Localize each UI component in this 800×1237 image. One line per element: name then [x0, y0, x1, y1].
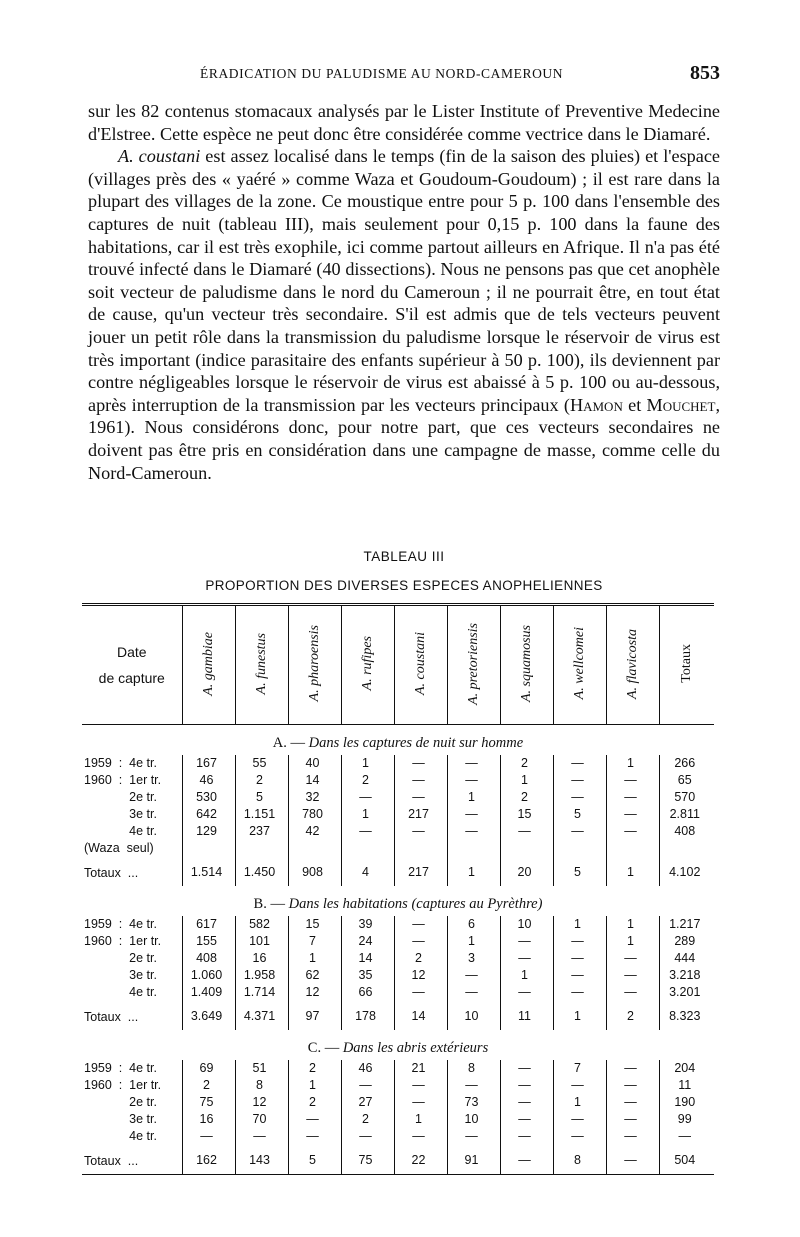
table-cell: 8: [235, 1077, 288, 1094]
table-cell: [447, 840, 500, 857]
table-cell: —: [553, 984, 606, 1001]
col-header-gambiae: [182, 605, 235, 725]
table-cell: —: [500, 1128, 553, 1145]
table-cell: 51: [235, 1060, 288, 1077]
citation-author-mouchet: Mouchet: [646, 394, 716, 415]
col-header-totaux: [659, 605, 714, 725]
table-cell: —: [341, 823, 394, 840]
table-cell: 266: [659, 755, 714, 772]
col-header-label: A. gambiae: [200, 631, 216, 696]
row-label: 3e tr.: [84, 1112, 157, 1126]
table-cell: 2: [288, 1060, 341, 1077]
row-label: 2e tr.: [84, 1095, 157, 1109]
table-cell: [341, 840, 394, 857]
table-cell: 99: [659, 1111, 714, 1128]
table-cell: —: [606, 950, 659, 967]
table-cell: —: [394, 755, 447, 772]
table-cell: 24: [341, 933, 394, 950]
table-cell: 5: [553, 857, 606, 886]
table-cell: —: [288, 1111, 341, 1128]
col-header-label: A. wellcomei: [571, 627, 587, 700]
table-cell: 1: [553, 916, 606, 933]
table-cell: 2: [182, 1077, 235, 1094]
table-row: [82, 916, 714, 933]
table-cell: 2: [606, 1001, 659, 1030]
total-label: Totaux ...: [82, 1145, 182, 1175]
row-label: 2e tr.: [84, 790, 157, 804]
table-cell: —: [553, 967, 606, 984]
table-cell: [659, 840, 714, 857]
table-cell: 12: [288, 984, 341, 1001]
table-row: [82, 1077, 714, 1094]
table-cell: 46: [182, 772, 235, 789]
section-heading-row: [82, 1030, 714, 1060]
table-cell: 908: [288, 857, 341, 886]
table-cell: —: [341, 1128, 394, 1145]
table-row: [82, 950, 714, 967]
table-cell: 1: [447, 933, 500, 950]
table-cell: 1: [553, 1001, 606, 1030]
table-cell: —: [341, 1077, 394, 1094]
table-cell: 143: [235, 1145, 288, 1175]
table-cell: 66: [341, 984, 394, 1001]
table-cell: 35: [341, 967, 394, 984]
table-cell: 1.151: [235, 806, 288, 823]
row-label: 1959 : 4e tr.: [84, 917, 157, 931]
table-cell: 1: [288, 950, 341, 967]
table-cell: —: [606, 772, 659, 789]
section-title: Dans les habitations (captures au Pyrèthre): [288, 896, 543, 912]
col-header-label: A. flavicosta: [624, 628, 640, 699]
table-row: [82, 984, 714, 1001]
table-cell: 10: [447, 1111, 500, 1128]
table-cell: 5: [553, 806, 606, 823]
col-header-wellcomei: [553, 605, 606, 725]
table-cell: 10: [447, 1001, 500, 1030]
table-cell: —: [606, 1094, 659, 1111]
date-header-line-1: Date: [116, 644, 147, 660]
table-cell: 4.102: [659, 857, 714, 886]
table-cell: 2: [500, 755, 553, 772]
table-cell: —: [394, 1077, 447, 1094]
section-heading: [82, 725, 714, 756]
table-cell: —: [394, 789, 447, 806]
table-cell: 444: [659, 950, 714, 967]
table-cell: —: [394, 772, 447, 789]
paragraph-2: [88, 145, 720, 484]
table-cell: 3.201: [659, 984, 714, 1001]
table-cell: 2: [394, 950, 447, 967]
table-cell: [500, 840, 553, 857]
table-row: [82, 1060, 714, 1077]
table-cell: 1: [500, 772, 553, 789]
table-cell: 101: [235, 933, 288, 950]
table-cell: 21: [394, 1060, 447, 1077]
col-header-rufipes: [341, 605, 394, 725]
table-cell: 1: [447, 789, 500, 806]
table-cell: 16: [235, 950, 288, 967]
table-cell: 1.958: [235, 967, 288, 984]
body-text: [88, 100, 720, 484]
table-cell: 504: [659, 1145, 714, 1175]
table-cell: —: [659, 1128, 714, 1145]
table-cell: —: [606, 967, 659, 984]
table-cell: 69: [182, 1060, 235, 1077]
table-cell: —: [447, 1077, 500, 1094]
table-cell: 2: [341, 772, 394, 789]
table-cell: —: [341, 789, 394, 806]
table-cell: —: [447, 755, 500, 772]
table-cell: —: [394, 984, 447, 1001]
table-cell: 237: [235, 823, 288, 840]
paragraph-1: sur les 82 contenus stomacaux analysés par le Lister Institute of Preventive Medecine d'Elstree. Cette espèce ne peut donc être considérée comme vectrice dans le Diamaré.: [88, 101, 720, 144]
table-cell: 40: [288, 755, 341, 772]
section-heading-row: [82, 886, 714, 916]
table-cell: 62: [288, 967, 341, 984]
table-cell: 91: [447, 1145, 500, 1175]
total-label: Totaux ...: [84, 866, 139, 880]
species-name: A. coustani: [118, 146, 201, 167]
table-cell: 1: [394, 1111, 447, 1128]
table-cell: —: [500, 950, 553, 967]
col-header-pharoensis: [288, 605, 341, 725]
table-cell: —: [553, 755, 606, 772]
total-row: [82, 1145, 714, 1175]
table-row: [82, 1128, 714, 1145]
table-cell: —: [606, 984, 659, 1001]
table-cell: —: [447, 806, 500, 823]
table-cell: 27: [341, 1094, 394, 1111]
table-cell: 3: [447, 950, 500, 967]
table-cell: 12: [235, 1094, 288, 1111]
table-row: [82, 772, 714, 789]
table-cell: 1: [500, 967, 553, 984]
table-cell: 289: [659, 933, 714, 950]
col-header-label: A. coustani: [412, 632, 428, 695]
section-letter: C. —: [307, 1040, 343, 1056]
table-row: [82, 967, 714, 984]
table-cell: [288, 840, 341, 857]
table-cell: 1: [447, 857, 500, 886]
table-cell: —: [606, 1128, 659, 1145]
row-label: 4e tr.: [84, 985, 157, 999]
table-cell: 55: [235, 755, 288, 772]
table-cell: 15: [500, 806, 553, 823]
page-header: [88, 62, 720, 90]
table-cell: —: [235, 1128, 288, 1145]
table-cell: 16: [182, 1111, 235, 1128]
table-cell: 2.811: [659, 806, 714, 823]
table-cell: —: [500, 1077, 553, 1094]
table-cell: 5: [235, 789, 288, 806]
table-cell: 1.450: [235, 857, 288, 886]
table-cell: —: [500, 933, 553, 950]
table-cell: 178: [341, 1001, 394, 1030]
table-cell: 582: [235, 916, 288, 933]
table-cell: —: [553, 1111, 606, 1128]
table-cell: —: [500, 1060, 553, 1077]
table-cell: 7: [288, 933, 341, 950]
table-cell: 32: [288, 789, 341, 806]
table-cell: 642: [182, 806, 235, 823]
table-cell: 408: [182, 950, 235, 967]
table-cell: 75: [182, 1094, 235, 1111]
row-label: 3e tr.: [84, 807, 157, 821]
species-table: [82, 603, 714, 1175]
table-cell: —: [606, 806, 659, 823]
table-cell: 65: [659, 772, 714, 789]
table-title: TABLEAU III: [363, 549, 445, 564]
table-cell: 1: [288, 1077, 341, 1094]
col-header-label: A. pharoensis: [306, 625, 322, 702]
table-cell: 39: [341, 916, 394, 933]
table-row: [82, 789, 714, 806]
table-cell: 1.217: [659, 916, 714, 933]
table-cell: 155: [182, 933, 235, 950]
col-header-squamosus: [500, 605, 553, 725]
table-cell: 7: [553, 1060, 606, 1077]
table-cell: 14: [288, 772, 341, 789]
table-cell: —: [394, 1128, 447, 1145]
table-cell: —: [553, 823, 606, 840]
table-cell: —: [447, 772, 500, 789]
citation-et: et: [622, 394, 647, 415]
table-cell: 14: [394, 1001, 447, 1030]
table-cell: 530: [182, 789, 235, 806]
table-cell: 2: [341, 1111, 394, 1128]
table-cell: 8.323: [659, 1001, 714, 1030]
table-cell: 1.409: [182, 984, 235, 1001]
table-cell: 570: [659, 789, 714, 806]
table-row: [82, 1094, 714, 1111]
table-cell: 162: [182, 1145, 235, 1175]
table-cell: —: [553, 1128, 606, 1145]
row-label: (Waza seul): [84, 841, 154, 855]
table-cell: 1.514: [182, 857, 235, 886]
section-heading: [82, 1030, 714, 1060]
table-cell: —: [553, 789, 606, 806]
table-cell: 1: [606, 755, 659, 772]
table-cell: 70: [235, 1111, 288, 1128]
table-header-row: [82, 605, 714, 725]
table-cell: 1: [341, 806, 394, 823]
table-subtitle: PROPORTION DES DIVERSES ESPECES ANOPHELIENNES: [205, 578, 603, 593]
table-cell: —: [500, 823, 553, 840]
table-cell: 6: [447, 916, 500, 933]
col-header-flavicosta: [606, 605, 659, 725]
col-header-pretoriensis: [447, 605, 500, 725]
table-cell: 11: [500, 1001, 553, 1030]
row-label: 1960 : 1er tr.: [84, 934, 162, 948]
section-letter: A. —: [272, 735, 309, 751]
table-cell: —: [606, 789, 659, 806]
date-header-line-2: de capture: [98, 670, 165, 686]
section-title: Dans les captures de nuit sur homme: [308, 735, 524, 751]
table-cell: —: [606, 1060, 659, 1077]
col-header-label: A. funestus: [253, 632, 269, 695]
table-cell: 15: [288, 916, 341, 933]
table-cell: 10: [500, 916, 553, 933]
table-cell: 1: [606, 857, 659, 886]
table-cell: [182, 840, 235, 857]
table-cell: —: [182, 1128, 235, 1145]
table-cell: —: [553, 933, 606, 950]
table-cell: 97: [288, 1001, 341, 1030]
table-cell: —: [447, 823, 500, 840]
table-cell: —: [447, 967, 500, 984]
table-cell: 217: [394, 857, 447, 886]
row-label: 1960 : 1er tr.: [84, 1078, 162, 1092]
row-label: 1959 : 4e tr.: [84, 1061, 157, 1075]
table-cell: 3.218: [659, 967, 714, 984]
page-number: 853: [690, 62, 720, 84]
table-cell: 8: [447, 1060, 500, 1077]
table-cell: 14: [341, 950, 394, 967]
table-cell: 42: [288, 823, 341, 840]
total-row: [82, 1001, 714, 1030]
row-label: 1960 : 1er tr.: [84, 773, 162, 787]
total-label: Totaux ...: [84, 1010, 139, 1024]
table-cell: —: [447, 1128, 500, 1145]
paragraph-2-text-b: , 1961). Nous considérons donc, pour notre part, que ces vecteurs secondaires ne doivent pas être pris en considération dans une campagne de masse, comme celle du Nord-Cameroun.: [88, 394, 720, 483]
table-cell: 4: [341, 857, 394, 886]
table-cell: 46: [341, 1060, 394, 1077]
table-cell: —: [447, 984, 500, 1001]
table-cell: —: [500, 1111, 553, 1128]
table-cell: 408: [659, 823, 714, 840]
table-cell: 2: [288, 1094, 341, 1111]
date-header: [82, 605, 182, 725]
table-cell: 1: [606, 916, 659, 933]
table-cell: 73: [447, 1094, 500, 1111]
table-cell: —: [553, 950, 606, 967]
table-cell: —: [500, 1145, 553, 1175]
table-cell: —: [606, 1145, 659, 1175]
table-cell: 780: [288, 806, 341, 823]
section-title: Dans les abris extérieurs: [342, 1040, 489, 1056]
table-cell: 1: [341, 755, 394, 772]
col-header-coustani: [394, 605, 447, 725]
table-cell: —: [394, 916, 447, 933]
section-heading-row: [82, 725, 714, 756]
table-cell: 20: [500, 857, 553, 886]
table-cell: 5: [288, 1145, 341, 1175]
table-cell: 11: [659, 1077, 714, 1094]
table-cell: 4.371: [235, 1001, 288, 1030]
table-row: [82, 755, 714, 772]
table-cell: 22: [394, 1145, 447, 1175]
col-header-label: A. squamosus: [518, 624, 534, 702]
table-cell: 3.649: [182, 1001, 235, 1030]
total-row: [82, 857, 714, 886]
table-cell: —: [394, 933, 447, 950]
running-title: ÉRADICATION DU PALUDISME AU NORD-CAMEROUN: [200, 66, 564, 81]
table-cell: [606, 840, 659, 857]
table-cell: —: [606, 823, 659, 840]
row-label: 1959 : 4e tr.: [84, 756, 157, 770]
table-cell: 1: [606, 933, 659, 950]
row-label: 3e tr.: [84, 968, 157, 982]
table-cell: —: [606, 1077, 659, 1094]
table-cell: [553, 840, 606, 857]
table-cell: —: [394, 1094, 447, 1111]
table-row: [82, 933, 714, 950]
table-cell: —: [288, 1128, 341, 1145]
table-cell: 217: [394, 806, 447, 823]
table-row: [82, 1111, 714, 1128]
table-cell: 2: [235, 772, 288, 789]
col-header-funestus: [235, 605, 288, 725]
table-cell: 617: [182, 916, 235, 933]
row-label: 2e tr.: [84, 951, 157, 965]
table-row: [82, 840, 714, 857]
row-label: 4e tr.: [84, 1129, 157, 1143]
table-cell: 1.714: [235, 984, 288, 1001]
table-cell: —: [500, 1094, 553, 1111]
table-cell: 2: [500, 789, 553, 806]
table-row: [82, 806, 714, 823]
section-letter: B. —: [253, 896, 289, 912]
citation-author-hamon: Hamon: [569, 394, 623, 415]
table-cell: 8: [553, 1145, 606, 1175]
table-cell: 190: [659, 1094, 714, 1111]
table-cell: [394, 840, 447, 857]
table-row: [82, 823, 714, 840]
table-cell: —: [553, 1077, 606, 1094]
section-heading: [82, 886, 714, 916]
table-cell: —: [500, 984, 553, 1001]
table-cell: —: [553, 772, 606, 789]
col-header-label: A. pretoriensis: [465, 622, 481, 705]
paragraph-2-text-a: est assez localisé dans le temps (fin de la saison des pluies) et l'espace (villages près des « yaéré » comme Waza et Goudoum-Goudoum) ; il est rare dans la plupart des villages de la zone. Ce moustique entre pour 5 p. 100 dans l'ensemble des captures de nuit (tableau III), mais seulement pour 0,15 p. 100 dans la faune des habitations, car il est très exophile, ici comme partout ailleurs en Afrique. Il n'a pas été trouvé infecté dans le Diamaré (40 dissections). Nous ne pensons pas que cet anophèle soit vecteur de paludisme dans le nord du Cameroun ; il ne pourrait être, en tout état de cause, qu'un vecteur très secondaire. S'il est admis que de tels vecteurs peuvent jouer un petit rôle dans la transmission du paludisme lorsque le réservoir de virus est très important (indice parasitaire des enfants supérieur à 50 p. 100), ils deviennent par contre négligeables lorsque le réservoir de virus est abaissé à 5 p. 100 ou au-dessous, après interruption de la transmission par les vecteurs principaux (: [88, 146, 720, 415]
table-cell: 129: [182, 823, 235, 840]
table-cell: [235, 840, 288, 857]
row-label: 4e tr.: [84, 824, 157, 838]
col-header-label: Totaux: [678, 644, 694, 683]
table-cell: —: [394, 823, 447, 840]
col-header-label: A. rufipes: [359, 636, 375, 691]
table-cell: 167: [182, 755, 235, 772]
table-cell: 75: [341, 1145, 394, 1175]
table-cell: 1: [553, 1094, 606, 1111]
table-cell: 204: [659, 1060, 714, 1077]
table-cell: —: [606, 1111, 659, 1128]
table-cell: 1.060: [182, 967, 235, 984]
table-cell: 12: [394, 967, 447, 984]
